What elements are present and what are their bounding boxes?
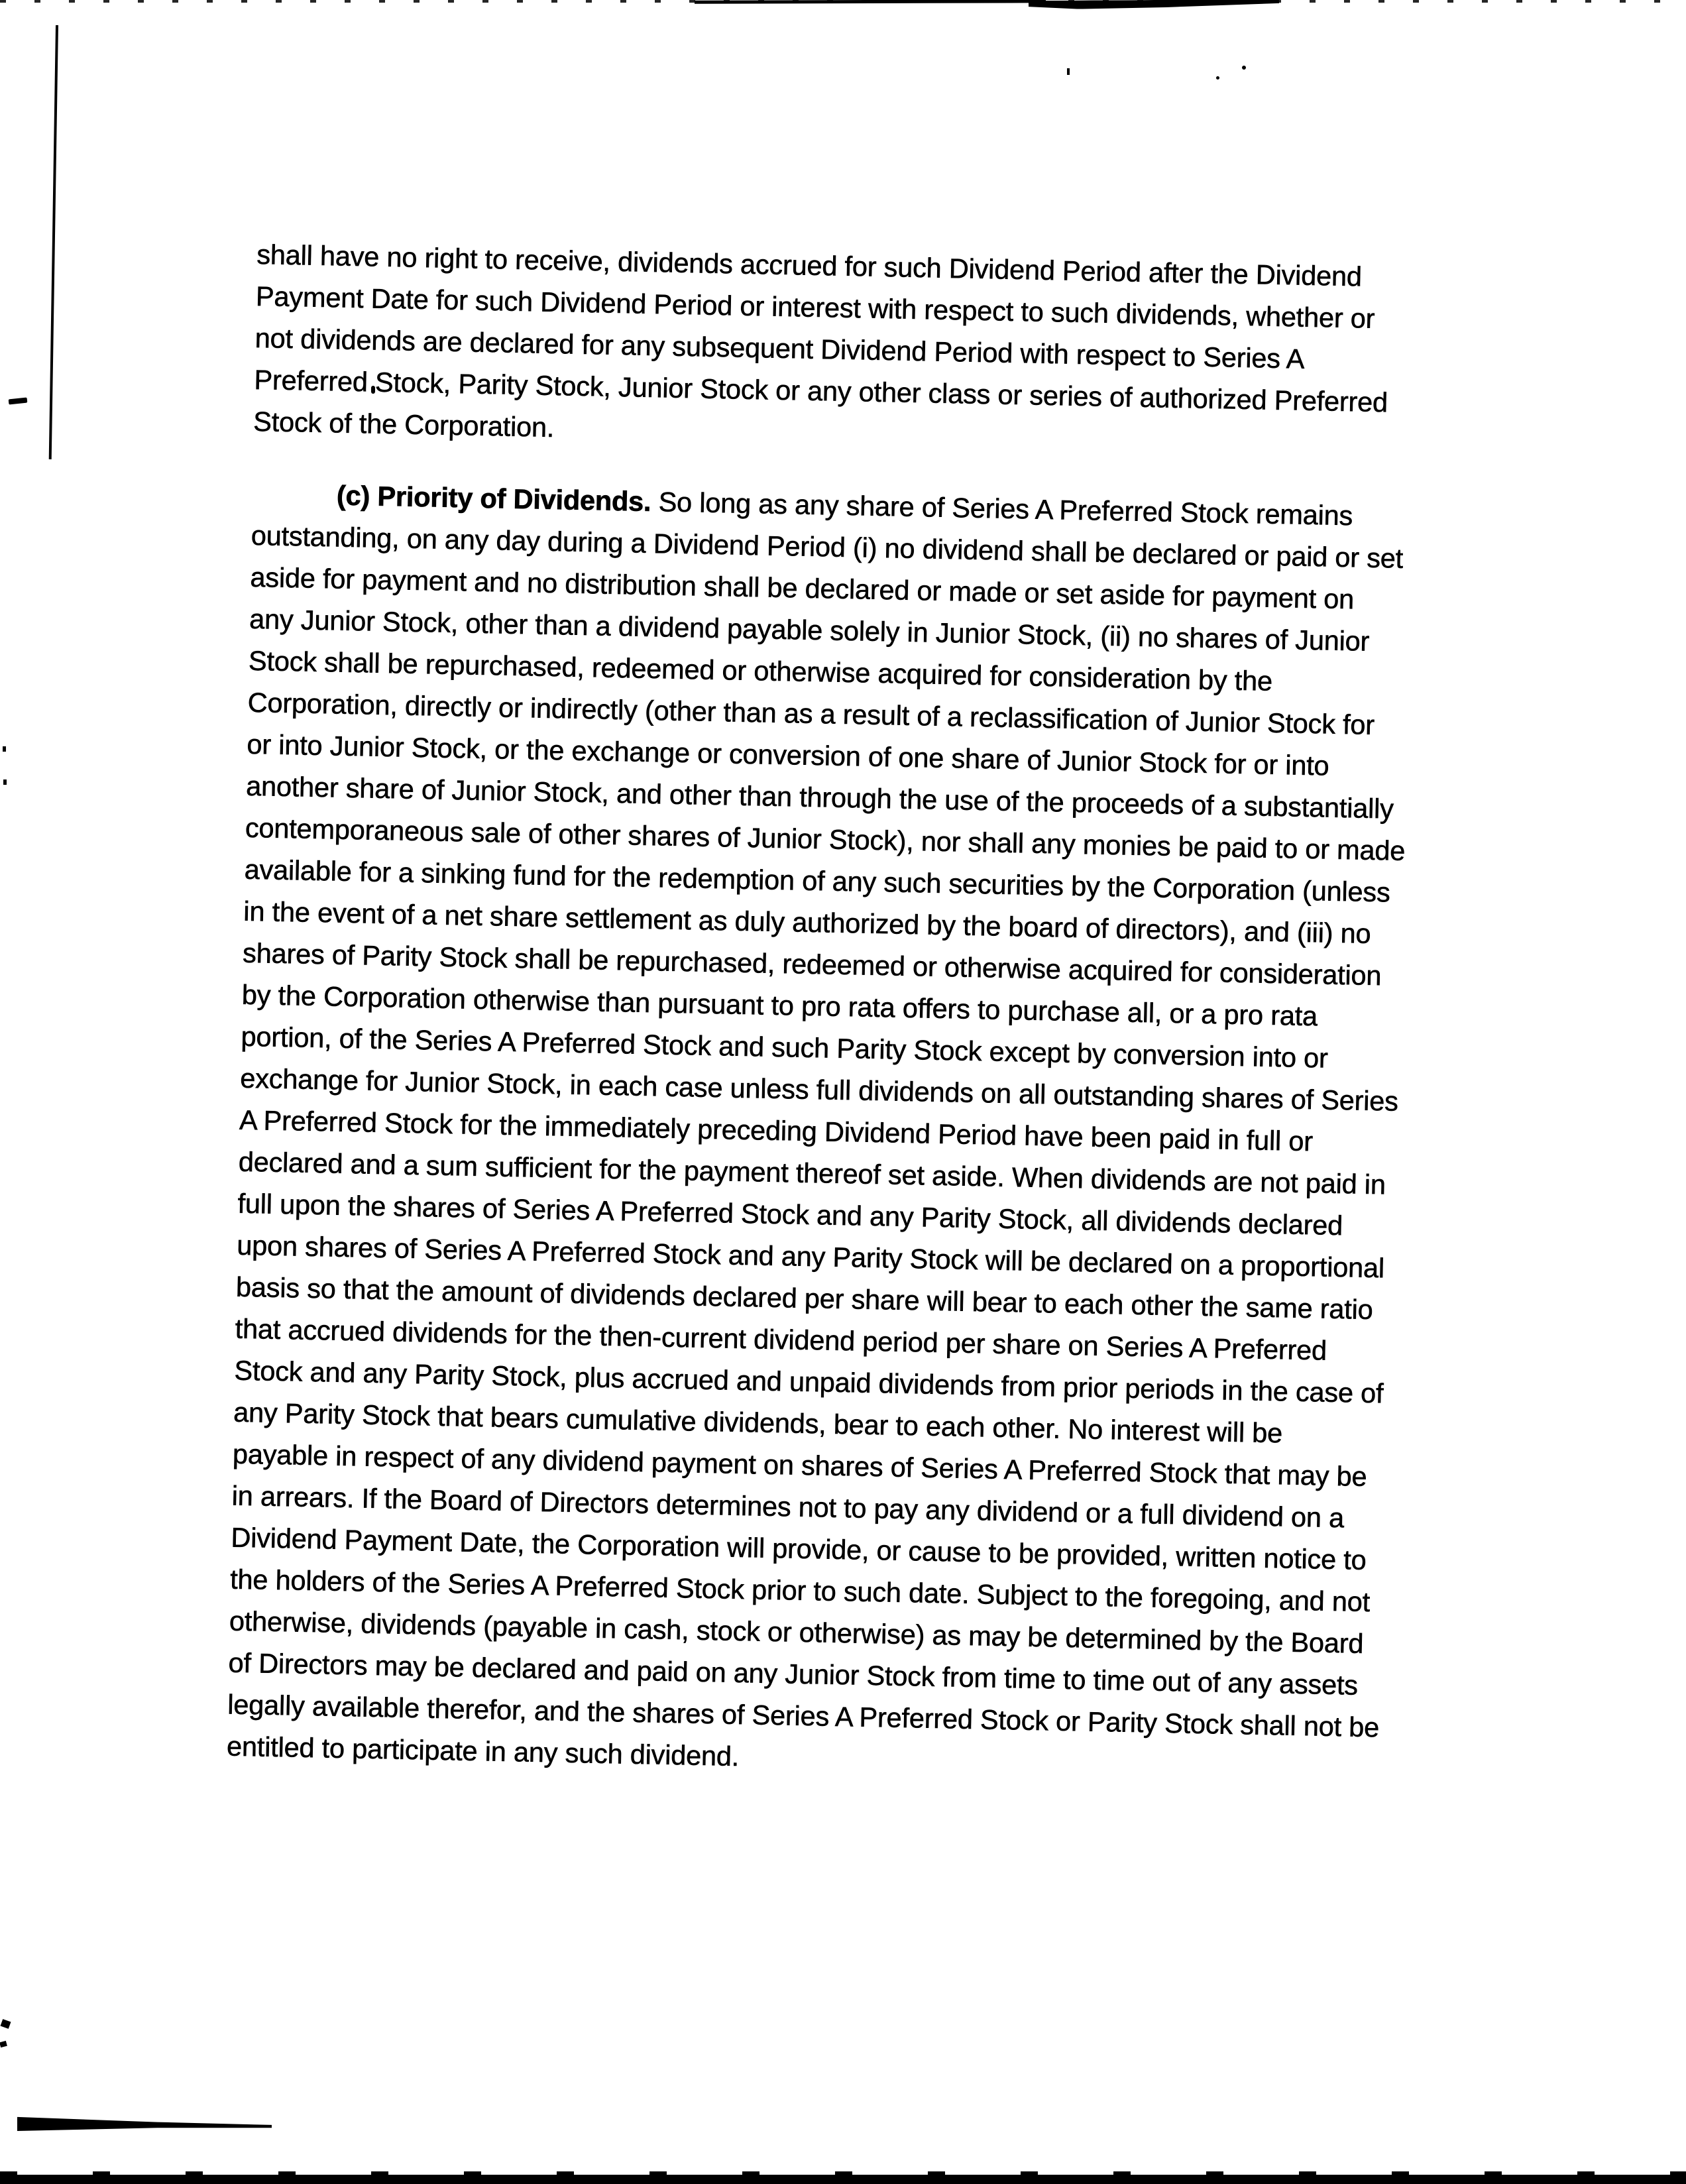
document-text-block (227, 233, 1556, 1793)
scan-artifact-speck (3, 746, 6, 752)
first-line-indent (252, 503, 337, 505)
clause-first-line: So long as any share of Series A Preferred Stock remains (650, 486, 1353, 532)
clause-heading: (c) Priority of Dividends. (336, 479, 651, 518)
scan-artifact-bottom-edge-bar (0, 2175, 1686, 2184)
scan-artifact-speck (3, 779, 7, 785)
scan-artifact-left-vertical-line (49, 25, 58, 459)
scan-artifact-speck (0, 2041, 7, 2047)
paragraph-priority-of-dividends (227, 473, 1551, 1793)
scan-artifact-speck (1, 2019, 11, 2029)
scan-artifact-speck (1216, 76, 1219, 80)
scan-artifact-speck (1242, 66, 1246, 70)
scan-artifact-top-thick-bar (1029, 0, 1279, 9)
scan-artifact-top-thin-line (695, 0, 1046, 4)
scan-artifact-left-dash (9, 398, 28, 405)
paragraph-continuation: shall have no right to receive, dividends accrued for such Dividend Period after the Dividend Payment Date for such Dividend Period or interest with respect to such dividends, whether or not dividends are declared for any subsequent Dividend Period with respect to Series A Preferred Stock, Parity Stock, Junior Stock or any other class or series of authorized Preferred Stock of the Corporation. (253, 238, 1388, 443)
clause-body: outstanding, on any day during a Dividend Period (i) no dividend shall be declared or paid or set aside for payment and no distribution shall be declared or made or set aside for payment on any Junior Stock, other than a dividend payable solely in Junior Stock, (ii) no shares of Junior Stock shall be repurchased, redeemed or otherwise acquired for consideration by the Corporation, directly or indirectly (other than as a result of a reclassification of Junior Stock for or into Junior Stock, or the exchange or conversion of one share of Junior Stock for or into another share of Junior Stock, and other than through the use of the proceeds of a substantially contemporaneous sale of other shares of Junior Stock), nor shall any monies be paid to or made available for a sinking fund for the redemption of any such securities by the Corporation (unless in the event of a net share settlement as duly authorized by the board of directors), and (iii) no shares of Parity Stock shall be repurchased, redeemed or otherwise acquired for consideration by the Corporation otherwise than pursuant to pro rata offers to purchase all, or a pro rata portion, of the Series A Preferred Stock and such Parity Stock except by conversion into or exchange for Junior Stock, in each case unless full dividends on all outstanding shares of Series A Preferred Stock for the immediately preceding Dividend Period have been paid in full or declared and a sum sufficient for the payment thereof set aside. When dividends are not paid in full upon the shares of Series A Preferred Stock and any Parity Stock, all dividends declared upon shares of Series A Preferred Stock and any Parity Stock will be declared on a proportional basis so that the amount of dividends declared per share will bear to each other the same ratio that accrued dividends for the then-current dividend period per share on Series A Preferred Stock and any Parity Stock, plus accrued and unpaid dividends from prior periods in the case of any Parity Stock that bears cumulative dividends, bear to each other. No interest will be payable in respect of any dividend payment on shares of Series A Preferred Stock that may be in arrears. If the Board of Directors determines not to pay any dividend or a full dividend on a Dividend Payment Date, the Corporation will provide, or cause to be provided, written notice to the holders of the Series A Preferred Stock prior to such date. Subject to the foregoing, and not otherwise, dividends (payable in cash, stock or otherwise) as may be determined by the Board of Directors may be declared and paid on any Junior Stock from time to time out of any assets legally available therefor, and the shares of Series A Preferred Stock or Parity Stock shall not be entitled to participate in any such dividend. (226, 519, 1406, 1772)
scan-artifact-speck (1067, 68, 1070, 75)
scan-artifact-bottom-left-streak (17, 2116, 272, 2132)
